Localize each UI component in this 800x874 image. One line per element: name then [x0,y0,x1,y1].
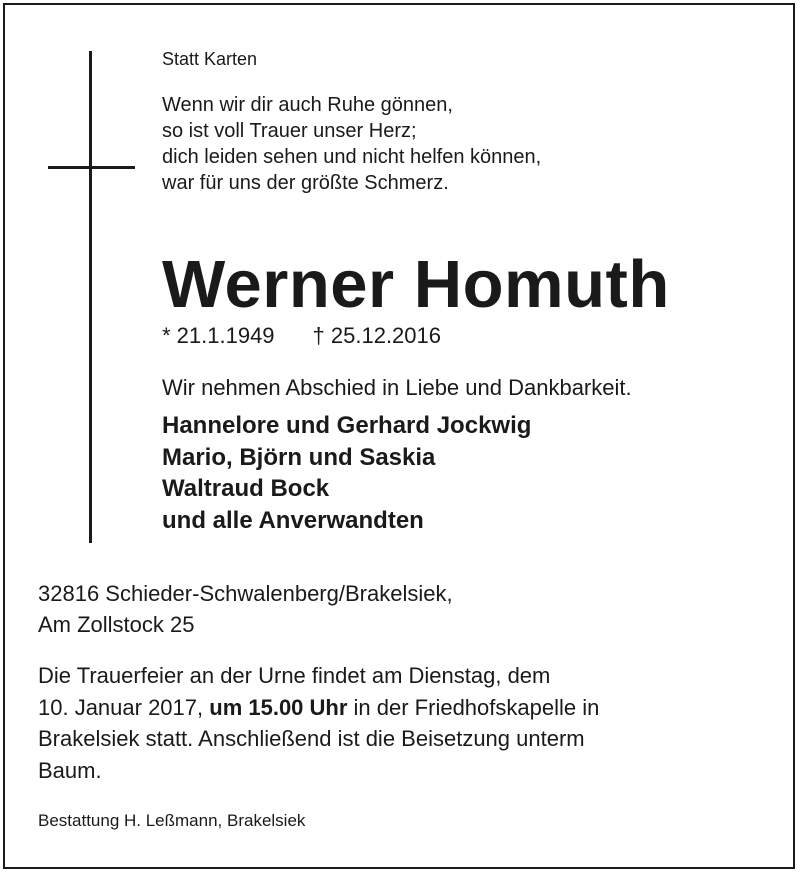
notice-header: Statt Karten [162,49,258,69]
life-dates [162,322,441,350]
poem-line: war für uns der größte Schmerz. [162,172,449,194]
birth-date: * 21.1.1949 [162,323,275,348]
mourner: Mario, Björn und Saskia [162,443,436,471]
poem-line: dich leiden sehen und nicht helfen können, [162,146,542,168]
ceremony-line [38,692,599,724]
poem-line: Wenn wir dir auch Ruhe gönnen, [162,94,453,116]
mourner: Hannelore und Gerhard Jockwig [162,412,532,439]
ceremony-line: Baum. [38,757,102,783]
address [38,578,453,640]
ceremony-place: in der Friedhofskapelle in [347,694,600,720]
ceremony-date: 10. Januar 2017, [38,694,210,720]
address-line: 32816 Schieder-Schwalenberg/Brakelsiek, [38,581,453,606]
address-line: Am Zollstock 25 [38,612,195,637]
farewell-line: Wir nehmen Abschied in Liebe und Dankbarkeit. [162,375,632,400]
poem [162,92,541,196]
mourners-list [162,410,531,536]
ceremony-line: Brakelsiek statt. Anschließend ist die Beisetzung unterm [38,726,585,751]
ceremony-line: Die Trauerfeier an der Urne findet am Dienstag, dem [38,663,551,688]
mourner: Waltraud Bock [162,475,330,502]
cross-icon-vertical-bar [89,51,92,543]
mourner: und alle Anverwandten [162,506,424,534]
ceremony-time: um 15.00 Uhr [209,694,348,720]
deceased-name: Werner Homuth [162,247,670,322]
death-date: † 25.12.2016 [312,323,442,348]
ceremony-info [38,660,599,786]
cross-icon-horizontal-bar [48,166,135,169]
undertaker: Bestattung H. Leßmann, Brakelsiek [38,811,306,830]
poem-line: so ist voll Trauer unser Herz; [162,120,417,142]
